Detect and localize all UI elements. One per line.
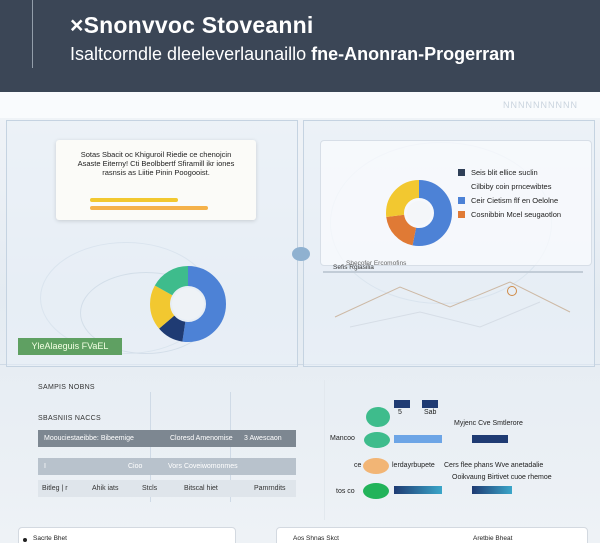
panel-divider	[324, 380, 325, 520]
chart-legend	[458, 168, 588, 224]
donut-hole	[172, 288, 204, 320]
bottom-card-label: Aos Shnas Skct	[293, 535, 339, 542]
top-link[interactable]: NNNNNNNNNN	[503, 100, 578, 110]
row-label-c: tos co	[336, 488, 355, 495]
table-row[interactable]	[38, 458, 296, 475]
network-lines	[330, 277, 580, 337]
page-subtitle	[70, 44, 515, 65]
bottom-card[interactable]	[18, 527, 236, 543]
description-line: Ooikvaung Birtivet cuoe rhemoe	[452, 474, 552, 481]
table-cell: Vors Coveiwomonmes	[168, 463, 238, 470]
legend-swatch	[458, 211, 465, 218]
bullet-icon	[23, 538, 27, 542]
bar-gradient	[472, 486, 512, 494]
subtitle-highlight: fne-Anonran-Progerram	[311, 44, 516, 64]
app-header	[0, 0, 600, 92]
legend-item	[458, 182, 588, 196]
legend-swatch	[458, 197, 465, 204]
progress-bar-orange	[90, 206, 208, 210]
bar-navy-wide	[472, 435, 508, 443]
count-label: Sab	[424, 409, 437, 416]
dashboard-content	[0, 92, 600, 543]
status-label: YleAlaeguis FVaEL	[18, 338, 122, 355]
row-label-b: ce	[354, 462, 362, 469]
legend-item	[458, 168, 588, 182]
section-tag: Sefis Rgiasilia	[333, 264, 374, 271]
legend-title: Myjenc Cve Smtlerore	[454, 420, 523, 427]
progress-bar-yellow	[90, 198, 178, 202]
info-text: Sotas Sbacit oc Khiguroil Riedie ce chenojcin Asaste Eiterny! Cti Beolbbertf Sfiramill ikr iones rasnsis as Liitie Pinin Poogooist.	[77, 150, 235, 177]
bottom-card[interactable]	[276, 527, 588, 543]
bar-gradient	[394, 486, 442, 494]
chart-caption: Shecofer Ercomofins	[346, 260, 407, 267]
header-divider	[32, 0, 33, 68]
table-cell: Ahik iats	[92, 485, 119, 492]
status-oval-green	[364, 432, 390, 448]
legend-label: Seis blit ellice suclin	[471, 168, 538, 177]
table-cell: Moouciestaeibbe: Bibeemige	[44, 435, 134, 442]
table-cell: I	[44, 463, 46, 470]
table-cell: Bitscal hiet	[184, 485, 218, 492]
donut-hole	[407, 201, 431, 225]
status-oval-orange	[363, 458, 389, 474]
legend-label: Cosnibbin Mcel seugaotlon	[471, 210, 562, 219]
table-heading: SAMPIS NOBNS	[38, 384, 95, 391]
section-divider	[323, 271, 583, 273]
status-oval-green	[363, 483, 389, 499]
network-path	[350, 302, 540, 327]
table-row[interactable]	[38, 430, 296, 447]
legend-label: Ceir Cietism flf en Oelolne	[471, 196, 559, 205]
connector-node[interactable]	[292, 247, 310, 261]
bar-blue	[394, 435, 442, 443]
table-subheading: SBASNIIS NACCS	[38, 415, 101, 422]
row-label-a: Mancoo	[330, 435, 355, 442]
status-circle-teal	[366, 407, 390, 427]
bar-navy	[422, 400, 438, 408]
donut-chart-right	[384, 178, 454, 248]
bottom-card-label: Aretbie Bheat	[473, 535, 513, 542]
legend-swatch	[458, 169, 465, 176]
legend-item	[458, 196, 588, 210]
table-cell: Cloresd Amenomise	[170, 435, 233, 442]
table-cell: Bitleg | r	[42, 485, 68, 492]
page-title: ×Snonvvoc Stoveanni	[70, 12, 314, 38]
legend-item	[458, 210, 588, 224]
table-cell: Pamrndits	[254, 485, 286, 492]
donut-chart-left	[148, 264, 228, 344]
description-line: Cers flee phans Wve anetadalie	[444, 462, 544, 469]
table-cell: Cioo	[128, 463, 143, 470]
network-path	[335, 282, 570, 317]
info-card	[56, 140, 256, 220]
table-row[interactable]	[38, 480, 296, 497]
bar-navy	[394, 400, 410, 408]
table-cell: 3 Awescaon	[244, 435, 282, 442]
legend-label: Cilbiby coin prncewibtes	[471, 182, 552, 191]
table-cell: Stcls	[142, 485, 158, 492]
subtitle-text: Isaltcorndle dleeleverlaunaillo	[70, 44, 312, 64]
row-text: lerdayrbupete	[392, 462, 435, 469]
bottom-card-label: Sacrte Bhet	[33, 535, 67, 542]
count-label: 5	[398, 409, 402, 416]
